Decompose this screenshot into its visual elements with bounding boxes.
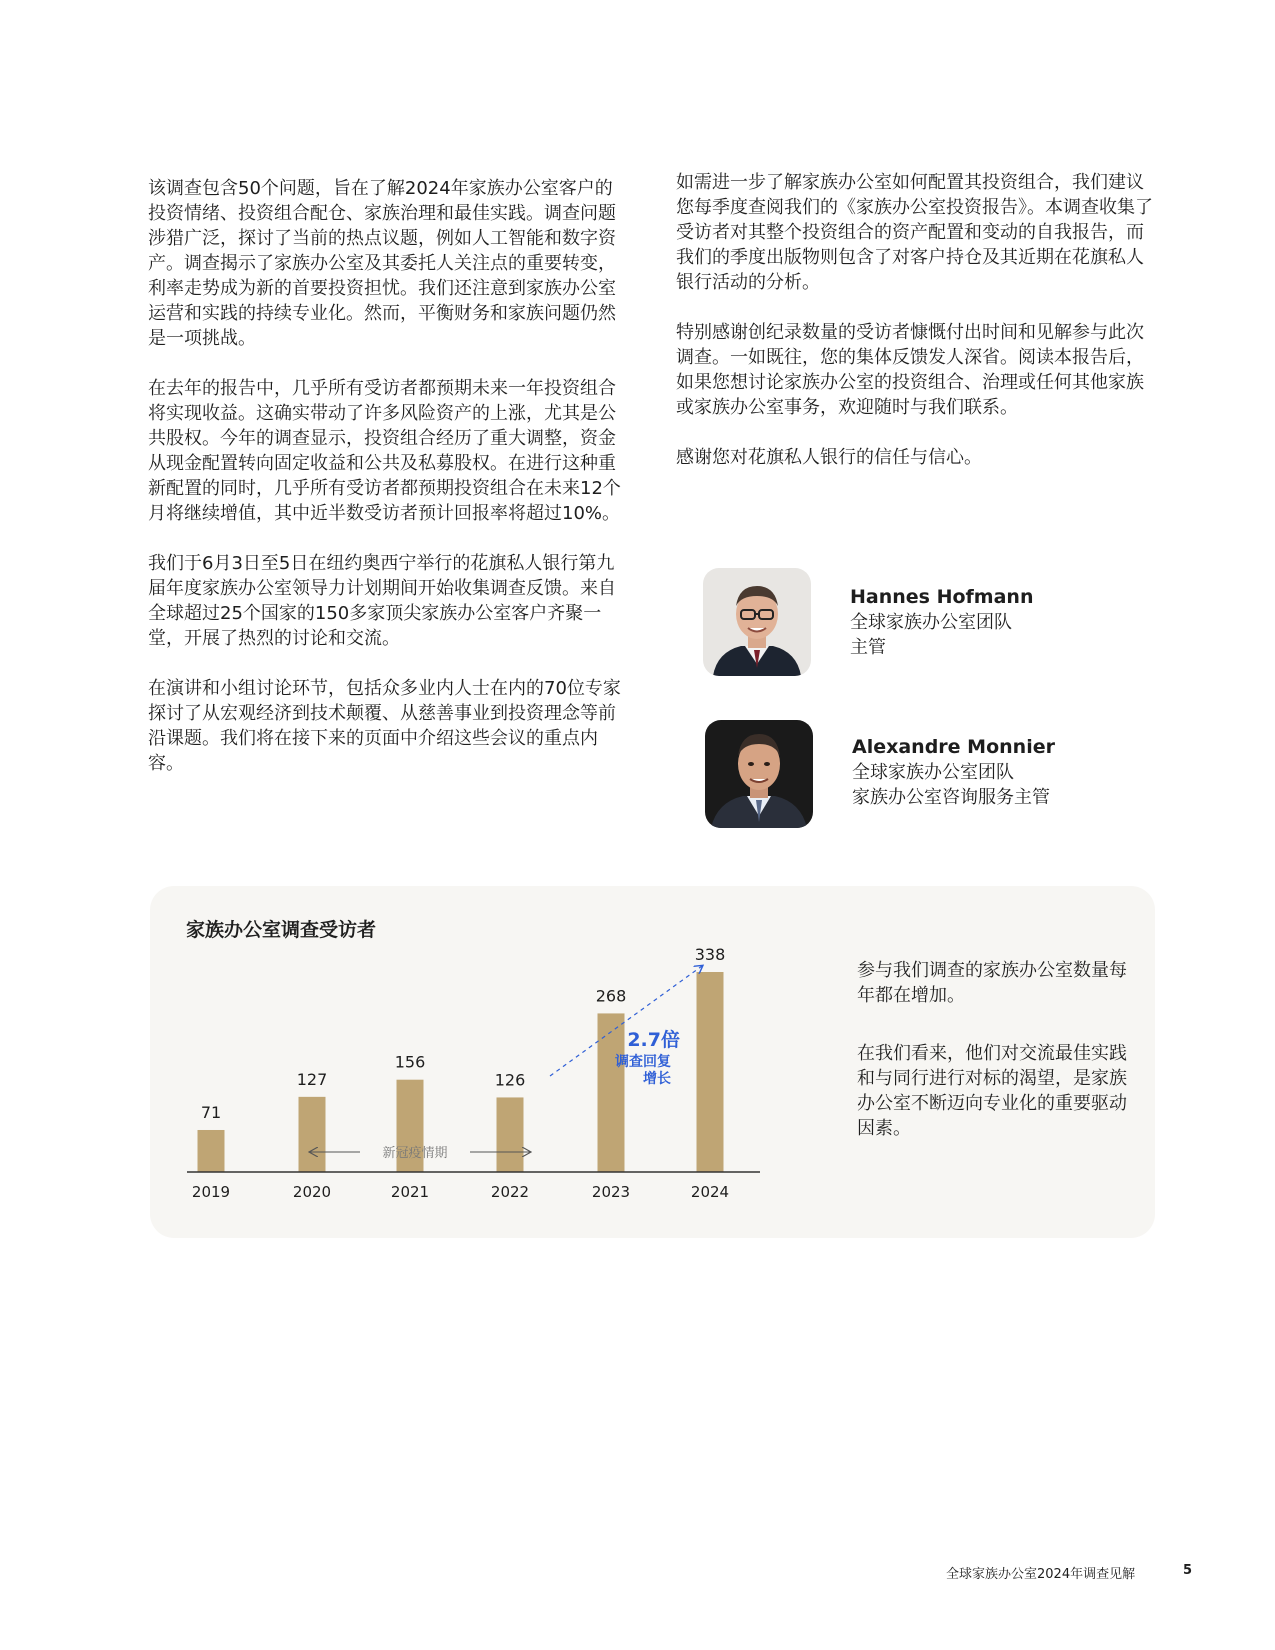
chart-note: 在我们看来，他们对交流最佳实践和与同行进行对标的渴望，是家族办公室不断迈向专业化的重要驱动因素。 [857,1043,1127,1139]
x-tick-label: 2024 [690,1183,730,1201]
covid-label: 新冠疫情期 [382,1146,448,1161]
person-title: 全球家族办公室团队 [850,612,1012,633]
person-title: 主管 [850,637,886,658]
bar-2019 [198,1130,225,1172]
paragraph: 该调查包含50个问题，旨在了解2024年家族办公室客户的投资情绪、投资组合配仓、家族治理和最佳实践。调查问题涉猎广泛，探讨了当前的热点议题，例如人工智能和数字资产。调查揭示了家族办公室及其委托人关注点的重要转变，利率走势成为新的首要投资担忧。我们还注意到家族办公室运营和实践的持续专业化。然而，平衡财务和家族问题仍然是一项挑战。 [148,178,616,349]
growth-label: 调查回复 [615,1054,671,1070]
left-column [148,176,628,801]
person-title: 家族办公室咨询服务主管 [852,787,1050,808]
growth-label: 增长 [643,1071,671,1087]
bar-value-label: 71 [200,1102,222,1122]
bar-value-label: 126 [494,1070,526,1090]
right-column [676,170,1158,495]
x-tick-label: 2023 [591,1183,631,1201]
paragraph: 特别感谢创纪录数量的受访者慷慨付出时间和见解参与此次调查。一如既往，您的集体反馈发人深省。阅读本报告后，如果您想讨论家族办公室的投资组合、治理或任何其他家族或家族办公室事务，欢迎随时与我们联系。 [676,322,1144,418]
person-name: Hannes Hofmann [850,586,1034,608]
bar-value-label: 338 [694,945,726,964]
x-tick-label: 2022 [490,1183,530,1201]
chart-title: 家族办公室调查受访者 [186,919,377,941]
bar-value-label: 127 [296,1069,328,1089]
chart-note: 参与我们调查的家族办公室数量每年都在增加。 [857,960,1127,1006]
growth-value: 2.7倍 [627,1029,680,1051]
person-name: Alexandre Monnier [852,736,1055,758]
paragraph: 在演讲和小组讨论环节，包括众多业内人士在内的70位专家探讨了从宏观经济到技术颠覆、从慈善事业到投资理念等前沿课题。我们将在接下来的页面中介绍这些会议的重点内容。 [148,678,621,774]
x-tick-label: 2020 [292,1183,332,1201]
paragraph: 在去年的报告中，几乎所有受访者都预期未来一年投资组合将实现收益。这确实带动了许多风险资产的上涨，尤其是公共股权。今年的调查显示，投资组合经历了重大调整，资金从现金配置转向固定收益和公共及私募股权。在进行这种重新配置的同时，几乎所有受访者都预期投资组合在未来12个月将继续增值，其中近半数受访者预计回报率将超过10%。 [148,378,621,524]
bar-value-label: 156 [394,1052,426,1072]
footer-text: 全球家族办公室2024年调查见解 [946,1567,1136,1582]
paragraph: 如需进一步了解家族办公室如何配置其投资组合，我们建议您每季度查阅我们的《家族办公室投资报告》。本调查收集了受访者对其整个投资组合的资产配置和变动的自我报告，而我们的季度出版物则包含了对客户持仓及其近期在花旗私人银行活动的分析。 [676,172,1153,293]
bar-2024 [697,972,724,1172]
bar-value-label: 268 [595,986,627,1006]
bar-2022 [497,1097,524,1172]
paragraph: 我们于6月3日至5日在纽约奥西宁举行的花旗私人银行第九届年度家族办公室领导力计划期间开始收集调查反馈。来自全球超过25个国家的150多家顶尖家族办公室客户齐聚一堂，开展了热烈的讨论和交流。 [148,553,616,649]
portrait-alexandre-monnier [705,720,813,828]
bar-2023 [598,1013,625,1172]
page-number: 5 [1183,1563,1193,1578]
x-tick-label: 2019 [191,1183,231,1201]
person-title: 全球家族办公室团队 [852,762,1014,783]
x-tick-label: 2021 [390,1183,430,1201]
portrait-hannes-hofmann [703,568,811,676]
bar-2020 [299,1097,326,1172]
paragraph: 感谢您对花旗私人银行的信任与信心。 [676,447,982,468]
